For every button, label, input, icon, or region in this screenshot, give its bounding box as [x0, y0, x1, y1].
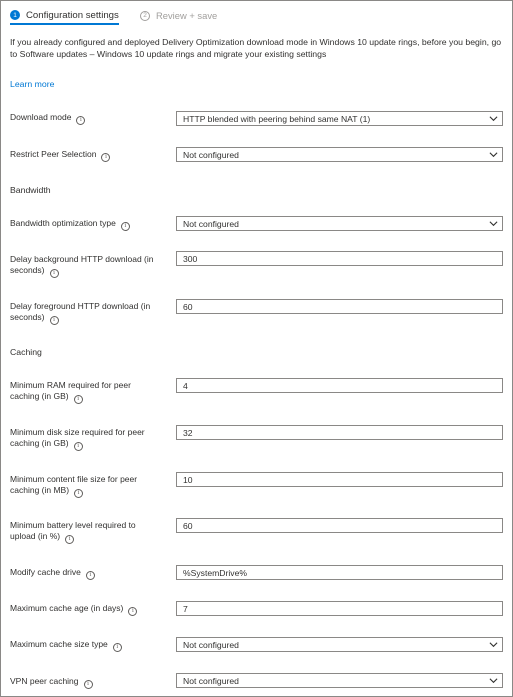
bw-opt-type-value: Not configured — [183, 218, 239, 229]
delay-bg-value: 300 — [183, 253, 198, 264]
vpn-peer-dropdown[interactable] — [176, 673, 503, 688]
min-ram-value: 4 — [183, 380, 188, 391]
max-cache-age-value: 7 — [183, 603, 188, 614]
max-cache-age-input[interactable] — [176, 601, 503, 616]
min-battery-value: 60 — [183, 520, 193, 531]
min-content-label: Minimum content file size for peer caching (in MB) i — [10, 474, 138, 496]
chevron-down-icon — [489, 114, 498, 123]
info-icon[interactable]: i — [65, 535, 74, 544]
download-mode-label: Download mode i — [10, 112, 162, 125]
min-content-input[interactable] — [176, 472, 503, 487]
min-disk-input[interactable] — [176, 425, 503, 440]
delay-fg-label: Delay foreground HTTP download (in seconds) i — [10, 301, 151, 323]
info-icon[interactable]: i — [113, 643, 122, 652]
chevron-down-icon — [489, 676, 498, 685]
delay-bg-input[interactable] — [176, 251, 503, 266]
cache-drive-input[interactable] — [176, 565, 503, 580]
delay-bg-label: Delay background HTTP download (in seconds) i — [10, 254, 154, 276]
cache-drive-label: Modify cache drive i — [10, 567, 162, 580]
min-disk-value: 32 — [183, 427, 193, 438]
min-content-value: 10 — [183, 474, 193, 485]
min-battery-input[interactable] — [176, 518, 503, 533]
tab-label: Configuration settings — [26, 9, 119, 21]
info-icon[interactable]: i — [76, 116, 85, 125]
vpn-peer-label: VPN peer caching i — [10, 676, 162, 689]
chevron-down-icon — [489, 150, 498, 159]
delay-fg-input[interactable] — [176, 299, 503, 314]
min-ram-label: Minimum RAM required for peer caching (in GB) i — [10, 380, 131, 402]
info-icon[interactable]: i — [74, 395, 83, 404]
step-2-badge: 2 — [140, 11, 150, 21]
tab-label: Review + save — [156, 10, 218, 21]
step-1-badge: 1 — [10, 10, 20, 20]
info-icon[interactable]: i — [121, 222, 130, 231]
info-icon[interactable]: i — [101, 153, 110, 162]
restrict-peer-dropdown[interactable] — [176, 147, 503, 162]
vpn-peer-value: Not configured — [183, 675, 239, 686]
download-mode-value: HTTP blended with peering behind same NAT (1) — [183, 113, 371, 124]
tab-review-save[interactable] — [140, 7, 217, 24]
cache-drive-value: %SystemDrive% — [183, 567, 247, 578]
delay-fg-value: 60 — [183, 301, 193, 312]
min-disk-label: Minimum disk size required for peer caching (in GB) i — [10, 427, 145, 449]
intro-text: If you already configured and deployed Delivery Optimization download mode in Windows 10 update rings, before you begin, go to Software updates – Windows 10 update rings and migrate your existing settings — [10, 37, 502, 59]
info-icon[interactable]: i — [74, 489, 83, 498]
max-cache-size-type-label: Maximum cache size type i — [10, 639, 162, 652]
info-icon[interactable]: i — [128, 607, 137, 616]
max-cache-size-type-dropdown[interactable] — [176, 637, 503, 652]
chevron-down-icon — [489, 219, 498, 228]
max-cache-size-type-value: Not configured — [183, 639, 239, 650]
bandwidth-section-heading: Bandwidth — [10, 185, 51, 195]
bw-opt-type-label: Bandwidth optimization type i — [10, 218, 162, 231]
min-battery-label: Minimum battery level required to upload (in %) i — [10, 520, 136, 542]
info-icon[interactable]: i — [50, 316, 59, 325]
min-ram-input[interactable] — [176, 378, 503, 393]
tab-configuration-settings[interactable] — [10, 7, 119, 25]
wizard-tabs — [10, 7, 510, 25]
bw-opt-type-dropdown[interactable] — [176, 216, 503, 231]
caching-section-heading: Caching — [10, 347, 42, 357]
info-icon[interactable]: i — [86, 571, 95, 580]
max-cache-age-label: Maximum cache age (in days) i — [10, 603, 162, 616]
chevron-down-icon — [489, 640, 498, 649]
restrict-peer-value: Not configured — [183, 149, 239, 160]
info-icon[interactable]: i — [84, 680, 93, 689]
info-icon[interactable]: i — [50, 269, 59, 278]
learn-more-link[interactable]: Learn more — [10, 79, 55, 89]
download-mode-dropdown[interactable] — [176, 111, 503, 126]
info-icon[interactable]: i — [74, 442, 83, 451]
restrict-peer-label: Restrict Peer Selection i — [10, 149, 162, 162]
